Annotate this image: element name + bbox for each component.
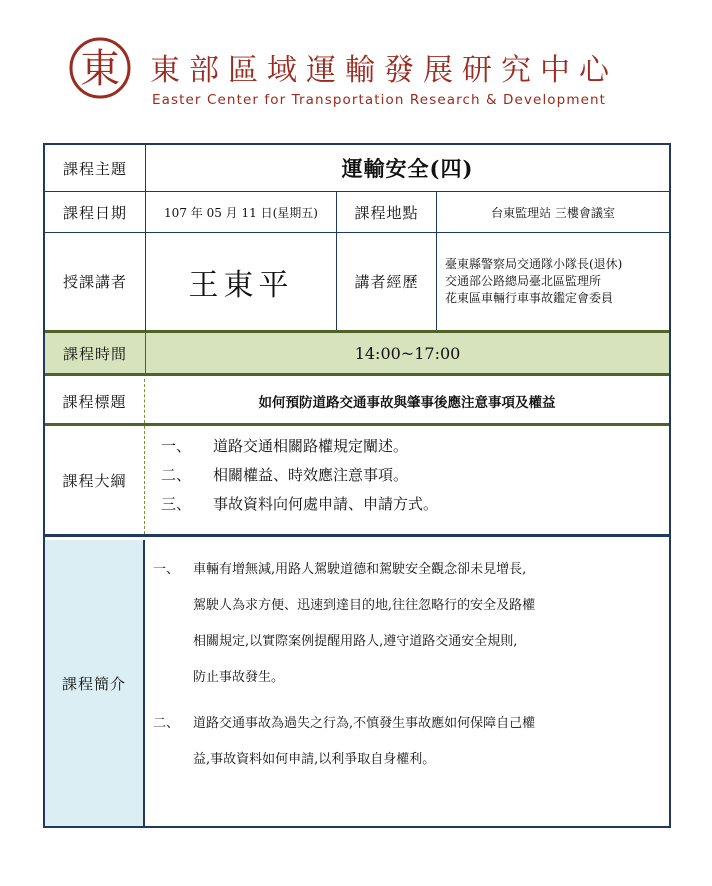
course-date: 107 年 05 月 11 日(星期五) (145, 192, 336, 232)
header (0, 0, 712, 120)
experience-item: 臺東縣警察局交通隊小隊長(退休) (445, 257, 623, 271)
intro-text (153, 552, 535, 778)
intro-line: 益,事故資料如何申請,以利爭取自身權利。 (193, 752, 436, 767)
intro-line: 二、 道路交通事故為過失之行為,不慎發生事故應如何保障自己權 (153, 716, 536, 731)
outline-list (161, 432, 438, 519)
row-title (45, 379, 669, 423)
course-topic: 運輸安全(四) (145, 145, 669, 191)
intro-line: 駕駛人為求方便、迅速到達目的地,往往忽略行的安全及路權 (193, 598, 536, 613)
row-date (45, 191, 669, 232)
topic-label: 課程主題 (62, 159, 127, 178)
experience-list (436, 233, 669, 330)
course-location: 台東監理站 三樓會議室 (436, 192, 669, 232)
row-outline (45, 423, 669, 537)
center-logo-icon (68, 36, 132, 100)
row-topic (45, 145, 669, 191)
experience-item: 花東區車輛行車事故鑑定會委員 (445, 291, 614, 305)
date-label: 課程日期 (62, 203, 127, 222)
course-table (43, 143, 671, 828)
intro-line: 防止事故發生。 (193, 670, 285, 685)
location-label: 課程地點 (336, 192, 436, 232)
course-title: 如何預防道路交通事故與肇事後應注意事項及權益 (258, 395, 556, 411)
outline-item: 二、 相關權益、時效應注意事項。 (161, 466, 409, 484)
experience-label: 講者經歷 (336, 233, 436, 330)
intro-line: 相關規定,以實際案例提醒用路人,遵守道路交通安全規則, (193, 634, 518, 649)
row-lecturer (45, 232, 669, 330)
org-name: 東部區域運輸發展研究中心 (150, 53, 618, 88)
course-time: 14:00~17:00 (145, 333, 669, 373)
org-name-en: Easter Center for Transportation Research & Development (152, 92, 607, 108)
experience-item: 交通部公路總局臺北區監理所 (445, 274, 602, 288)
outline-label: 課程大綱 (45, 426, 145, 534)
title-label: 課程標題 (45, 379, 145, 423)
intro-label: 課程簡介 (45, 540, 145, 826)
row-time (45, 330, 669, 376)
lecturer-name: 王東平 (145, 233, 336, 330)
time-label: 課程時間 (62, 344, 127, 363)
outline-item: 三、 事故資料向何處申請、申請方式。 (161, 495, 439, 513)
row-intro (45, 540, 669, 826)
outline-item: 一、 道路交通相關路權規定闡述。 (161, 437, 409, 455)
svg-text:東: 東 (80, 46, 120, 92)
intro-line: 一、 車輛有增無減,用路人駕駛道德和駕駛安全觀念卻未見增長, (153, 562, 527, 577)
lecturer-label: 授課講者 (62, 273, 127, 291)
